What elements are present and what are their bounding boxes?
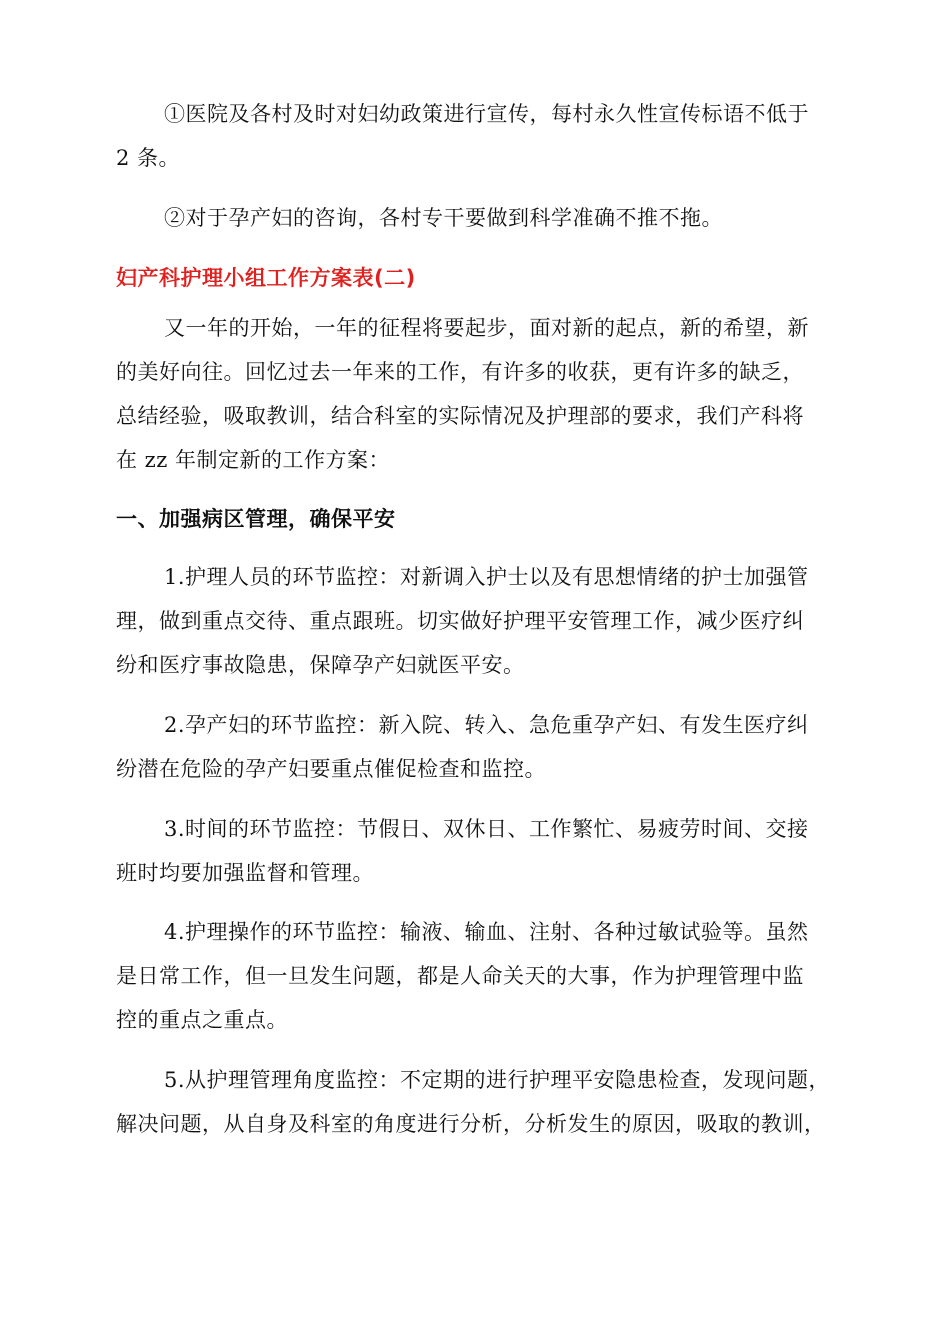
list-item-line: 班时均要加强监督和管理。 [116, 861, 374, 885]
list-item-line: 3.时间的环节监控：节假日、双休日、工作繁忙、易疲劳时间、交接 [164, 817, 809, 841]
paragraph-line: ②对于孕产妇的咨询，各村专干要做到科学准确不推不拖。 [164, 206, 723, 230]
paragraph-line: 的美好向往。回忆过去一年来的工作，有许多的收获，更有许多的缺乏， [116, 360, 804, 384]
paragraph-line: ①医院及各村及时对妇幼政策进行宣传，每村永久性宣传标语不低于 [164, 102, 809, 126]
list-item-line: 纷和医疗事故隐患，保障孕产妇就医平安。 [116, 653, 525, 677]
paragraph-line: 总结经验，吸取教训，结合科室的实际情况及护理部的要求，我们产科将 [116, 404, 804, 428]
list-item-line: 是日常工作，但一旦发生问题，都是人命关天的大事，作为护理管理中监 [116, 964, 804, 988]
list-item-line: 纷潜在危险的孕产妇要重点催促检查和监控。 [116, 757, 546, 781]
list-item-line: 控的重点之重点。 [116, 1008, 288, 1032]
section-heading: 一、加强病区管理，确保平安 [116, 507, 396, 531]
paragraph-line: 在 zz 年制定新的工作方案： [116, 448, 390, 472]
paragraph-line: 又一年的开始，一年的征程将要起步，面对新的起点，新的希望，新 [164, 316, 809, 340]
list-item-line: 5.从护理管理角度监控：不定期的进行护理平安隐患检查，发现问题， [164, 1068, 831, 1092]
list-item-line: 1.护理人员的环节监控：对新调入护士以及有思想情绪的护士加强管 [164, 565, 809, 589]
list-item-line: 4.护理操作的环节监控：输液、输血、注射、各种过敏试验等。虽然 [164, 920, 809, 944]
list-item-line: 解决问题，从自身及科室的角度进行分析，分析发生的原因，吸取的教训， [116, 1112, 826, 1136]
document-title: 妇产科护理小组工作方案表(二) [116, 266, 416, 290]
list-item-line: 理，做到重点交待、重点跟班。切实做好护理平安管理工作，减少医疗纠 [116, 609, 804, 633]
list-item-line: 2.孕产妇的环节监控：新入院、转入、急危重孕产妇、有发生医疗纠 [164, 713, 809, 737]
paragraph-line: 2 条。 [116, 146, 181, 170]
